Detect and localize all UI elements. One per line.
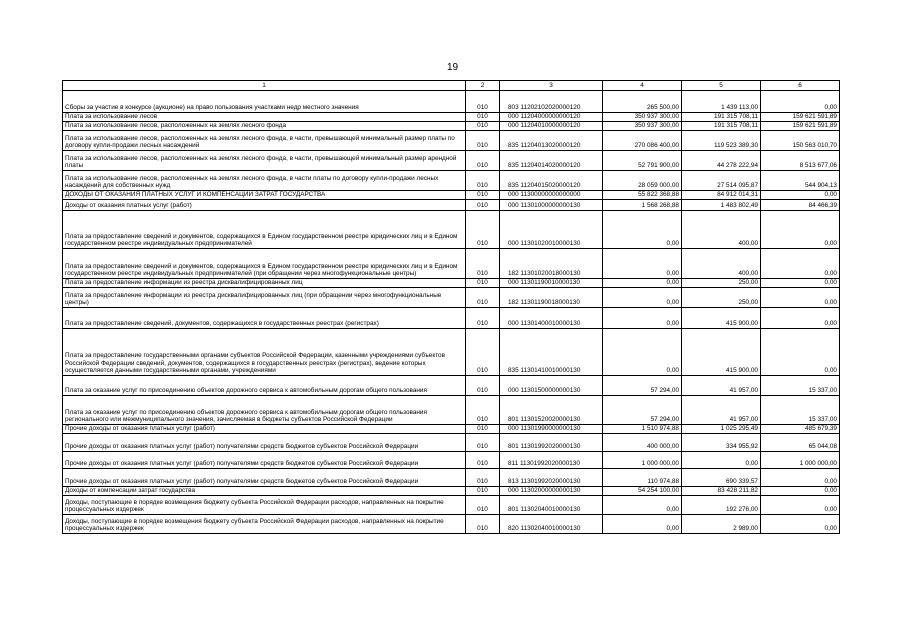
row-budget-code: 182 11301020018000130 xyxy=(500,249,603,279)
row-value-col5: 334 955,92 xyxy=(682,434,761,452)
table-row xyxy=(63,434,840,452)
row-budget-code: 000 11300000000000000 xyxy=(500,191,603,200)
row-value-col6: 159 621 591,89 xyxy=(761,122,840,131)
table-row xyxy=(63,469,840,487)
table-row xyxy=(63,113,840,122)
row-code: 010 xyxy=(466,288,500,308)
row-value-col4: 1 000 000,00 xyxy=(603,452,682,469)
row-code: 010 xyxy=(466,131,500,151)
row-value-col4: 0,00 xyxy=(603,279,682,288)
row-value-col5: 415 900,00 xyxy=(682,308,761,329)
row-name: Плата за использование лесов, расположенных на землях лесного фонда xyxy=(63,122,466,131)
table-row xyxy=(63,131,840,151)
row-budget-code: 000 11301990000000130 xyxy=(500,425,603,434)
table-row xyxy=(63,171,840,191)
row-code: 010 xyxy=(466,396,500,425)
row-name: Прочие доходы от оказания платных услуг (работ) xyxy=(63,425,466,434)
row-name: Доходы, поступающие в порядке возмещения бюджету субъекта Российской Федерации расходов, направленных на покрытие процессуальных издержек xyxy=(63,496,466,515)
row-value-col5: 27 514 095,87 xyxy=(682,171,761,191)
row-value-col6: 1 000 000,00 xyxy=(761,452,840,469)
row-code: 010 xyxy=(466,434,500,452)
row-code: 010 xyxy=(466,113,500,122)
row-value-col6: 15 337,00 xyxy=(761,396,840,425)
row-budget-code: 000 11301190010000130 xyxy=(500,279,603,288)
table-row xyxy=(63,376,840,396)
row-value-col4: 1 510 974,88 xyxy=(603,425,682,434)
row-budget-code: 813 11301992020000130 xyxy=(500,469,603,487)
table-row xyxy=(63,279,840,288)
row-value-col6: 0,00 xyxy=(761,279,840,288)
column-header: 1 xyxy=(63,81,466,91)
row-value-col4: 28 059 000,00 xyxy=(603,171,682,191)
row-value-col5: 44 278 222,94 xyxy=(682,151,761,171)
row-value-col5: 400,00 xyxy=(682,211,761,249)
row-name: Плата за использование лесов, расположенных на землях лесного фонда, в части платы по договору купли-продажи лесных насаждений для собственных нужд xyxy=(63,171,466,191)
row-budget-code: 000 11301500000000130 xyxy=(500,376,603,396)
row-value-col5: 690 339,57 xyxy=(682,469,761,487)
row-budget-code: 835 11301410010000130 xyxy=(500,329,603,376)
row-name: Плата за предоставление сведений и документов, содержащихся в Едином государственном реестре юридических лиц и в Едином государственном реестре индивидуальных предпринимателей xyxy=(63,211,466,249)
row-budget-code: 835 11204013020000120 xyxy=(500,131,603,151)
row-budget-code: 820 11302040010000130 xyxy=(500,515,603,534)
row-value-col5: 1 025 295,49 xyxy=(682,425,761,434)
row-value-col4: 0,00 xyxy=(603,496,682,515)
row-name: Плата за предоставление государственными органами субъектов Российской Федерации, казенными учреждениями субъектов Российской Федерации сведений, документов, содержащихся в государственных реестрах (регистрах), ведение которых осуществляется данными государственными органами, учреждениями xyxy=(63,329,466,376)
row-name: Плата за предоставление информации из реестра дисквалифицированных лиц (при обращении через многофункциональные центры) xyxy=(63,288,466,308)
row-value-col6: 0,00 xyxy=(761,487,840,496)
row-value-col6: 84 466,39 xyxy=(761,200,840,211)
row-name: Плата за использование лесов, расположенных на землях лесного фонда, в части, превышающей минимальный размер платы по договору купли-продажи лесных насаждений xyxy=(63,131,466,151)
table-row xyxy=(63,91,840,113)
row-code: 010 xyxy=(466,249,500,279)
row-value-col5: 192 276,00 xyxy=(682,496,761,515)
row-value-col5: 191 315 708,11 xyxy=(682,122,761,131)
row-value-col6: 544 904,13 xyxy=(761,171,840,191)
row-value-col6: 15 337,00 xyxy=(761,376,840,396)
row-code: 010 xyxy=(466,171,500,191)
row-name: Сборы за участие в конкурсе (аукционе) на право пользования участками недр местного значения xyxy=(63,91,466,113)
row-code: 010 xyxy=(466,151,500,171)
table-row xyxy=(63,249,840,279)
table-row xyxy=(63,211,840,249)
row-code: 010 xyxy=(466,122,500,131)
row-value-col4: 0,00 xyxy=(603,249,682,279)
row-budget-code: 000 11301000000000130 xyxy=(500,200,603,211)
row-budget-code: 000 11301020010000130 xyxy=(500,211,603,249)
table-row xyxy=(63,191,840,200)
row-value-col6: 0,00 xyxy=(761,288,840,308)
row-budget-code: 000 11301400010000130 xyxy=(500,308,603,329)
row-code: 010 xyxy=(466,200,500,211)
row-name: Прочие доходы от оказания платных услуг (работ) получателями средств бюджетов субъектов Российской Федерации xyxy=(63,434,466,452)
row-value-col6: 0,00 xyxy=(761,249,840,279)
row-budget-code: 801 11301520020000130 xyxy=(500,396,603,425)
table-row xyxy=(63,329,840,376)
row-value-col5: 191 315 708,11 xyxy=(682,113,761,122)
table-row xyxy=(63,487,840,496)
table-row xyxy=(63,396,840,425)
row-value-col6: 65 044,08 xyxy=(761,434,840,452)
table-row xyxy=(63,496,840,515)
table-row xyxy=(63,425,840,434)
row-code: 010 xyxy=(466,308,500,329)
row-name: Плата за оказание услуг по присоединению объектов дорожного сервиса к автомобильным дорогам общего пользования xyxy=(63,376,466,396)
row-name: Плата за использование лесов, расположенных на землях лесного фонда, в части, превышающей минимальный размер арендной платы xyxy=(63,151,466,171)
row-budget-code: 835 11204015020000120 xyxy=(500,171,603,191)
row-code: 010 xyxy=(466,469,500,487)
row-value-col4: 57 294,00 xyxy=(603,376,682,396)
row-name: Плата за использование лесов xyxy=(63,113,466,122)
row-name: Плата за предоставление информации из реестра дисквалифицированных лиц xyxy=(63,279,466,288)
row-value-col5: 83 428 211,82 xyxy=(682,487,761,496)
row-value-col4: 52 791 900,00 xyxy=(603,151,682,171)
table-row xyxy=(63,308,840,329)
row-value-col6: 8 513 677,06 xyxy=(761,151,840,171)
row-value-col6: 0,00 xyxy=(761,515,840,534)
table-row xyxy=(63,122,840,131)
row-value-col4: 0,00 xyxy=(603,308,682,329)
row-value-col4: 0,00 xyxy=(603,329,682,376)
row-value-col5: 415 900,00 xyxy=(682,329,761,376)
row-value-col4: 54 254 100,00 xyxy=(603,487,682,496)
row-name: Плата за предоставление сведений и документов, содержащихся в Едином государственном реестре юридических лиц и в Едином государственном реестре индивидуальных предпринимателей (при обращении через многофункциональные центры) xyxy=(63,249,466,279)
row-code: 010 xyxy=(466,452,500,469)
row-value-col4: 57 294,00 xyxy=(603,396,682,425)
column-header-row xyxy=(63,81,840,91)
row-code: 010 xyxy=(466,487,500,496)
row-value-col4: 110 974,88 xyxy=(603,469,682,487)
row-budget-code: 182 11301190018000130 xyxy=(500,288,603,308)
row-value-col4: 350 937 300,00 xyxy=(603,113,682,122)
row-value-col5: 1 483 802,49 xyxy=(682,200,761,211)
row-name: Плата за оказание услуг по присоединению объектов дорожного сервиса к автомобильным дорогам общего пользования регионального или межмуниципального значения, зачисляемая в бюджеты субъектов Российской Федерации xyxy=(63,396,466,425)
row-code: 010 xyxy=(466,496,500,515)
column-header: 2 xyxy=(466,81,500,91)
row-code: 010 xyxy=(466,91,500,113)
row-value-col5: 250,00 xyxy=(682,279,761,288)
row-name: Доходы от компенсации затрат государства xyxy=(63,487,466,496)
row-value-col4: 0,00 xyxy=(603,211,682,249)
row-value-col6: 0,00 xyxy=(761,469,840,487)
row-name: Плата за предоставление сведений, документов, содержащихся в государственных реестрах (регистрах) xyxy=(63,308,466,329)
row-value-col4: 350 937 300,00 xyxy=(603,122,682,131)
row-value-col5: 0,00 xyxy=(682,452,761,469)
row-value-col4: 400 000,00 xyxy=(603,434,682,452)
row-budget-code: 801 11302040010000130 xyxy=(500,496,603,515)
row-value-col4: 265 500,00 xyxy=(603,91,682,113)
table-row xyxy=(63,288,840,308)
revenue-table xyxy=(62,80,840,534)
row-value-col4: 0,00 xyxy=(603,515,682,534)
row-value-col5: 119 523 389,30 xyxy=(682,131,761,151)
row-value-col5: 84 912 014,31 xyxy=(682,191,761,200)
table-row xyxy=(63,452,840,469)
row-name: ДОХОДЫ ОТ ОКАЗАНИЯ ПЛАТНЫХ УСЛУГ И КОМПЕНСАЦИИ ЗАТРАТ ГОСУДАРСТВА xyxy=(63,191,466,200)
row-value-col6: 0,00 xyxy=(761,308,840,329)
row-code: 010 xyxy=(466,376,500,396)
column-header: 3 xyxy=(500,81,603,91)
row-value-col6: 0,00 xyxy=(761,211,840,249)
row-value-col5: 400,00 xyxy=(682,249,761,279)
row-budget-code: 000 11204000000000120 xyxy=(500,113,603,122)
row-name: Доходы, поступающие в порядке возмещения бюджету субъекта Российской Федерации расходов, направленных на покрытие процессуальных издержек xyxy=(63,515,466,534)
row-value-col5: 41 957,00 xyxy=(682,376,761,396)
row-budget-code: 000 11302000000000130 xyxy=(500,487,603,496)
row-code: 010 xyxy=(466,211,500,249)
row-value-col6: 0,00 xyxy=(761,191,840,200)
table-row xyxy=(63,515,840,534)
table-row xyxy=(63,200,840,211)
row-budget-code: 801 11301992020000130 xyxy=(500,434,603,452)
revenue-table-body xyxy=(63,81,840,534)
row-budget-code: 811 11301992020000130 xyxy=(500,452,603,469)
row-value-col6: 485 679,39 xyxy=(761,425,840,434)
row-budget-code: 000 11204010000000120 xyxy=(500,122,603,131)
row-value-col4: 0,00 xyxy=(603,288,682,308)
table-row xyxy=(63,151,840,171)
row-budget-code: 803 11202102020000120 xyxy=(500,91,603,113)
row-value-col4: 55 822 368,88 xyxy=(603,191,682,200)
row-value-col6: 0,00 xyxy=(761,329,840,376)
row-code: 010 xyxy=(466,515,500,534)
row-value-col5: 2 989,00 xyxy=(682,515,761,534)
row-value-col5: 250,00 xyxy=(682,288,761,308)
row-budget-code: 835 11204014020000120 xyxy=(500,151,603,171)
column-header: 6 xyxy=(761,81,840,91)
row-name: Доходы от оказания платных услуг (работ) xyxy=(63,200,466,211)
row-value-col4: 1 568 268,88 xyxy=(603,200,682,211)
page-number: 19 xyxy=(446,62,459,73)
row-value-col5: 41 957,00 xyxy=(682,396,761,425)
row-value-col6: 159 621 591,89 xyxy=(761,113,840,122)
row-value-col6: 0,00 xyxy=(761,496,840,515)
row-value-col4: 270 086 400,00 xyxy=(603,131,682,151)
row-code: 010 xyxy=(466,329,500,376)
row-name: Прочие доходы от оказания платных услуг (работ) получателями средств бюджетов субъектов Российской Федерации xyxy=(63,469,466,487)
row-value-col5: 1 439 113,00 xyxy=(682,91,761,113)
row-value-col6: 150 563 010,70 xyxy=(761,131,840,151)
row-value-col6: 0,00 xyxy=(761,91,840,113)
column-header: 4 xyxy=(603,81,682,91)
row-code: 010 xyxy=(466,425,500,434)
row-name: Прочие доходы от оказания платных услуг (работ) получателями средств бюджетов субъектов Российской Федерации xyxy=(63,452,466,469)
row-code: 010 xyxy=(466,279,500,288)
row-code: 010 xyxy=(466,191,500,200)
column-header: 5 xyxy=(682,81,761,91)
